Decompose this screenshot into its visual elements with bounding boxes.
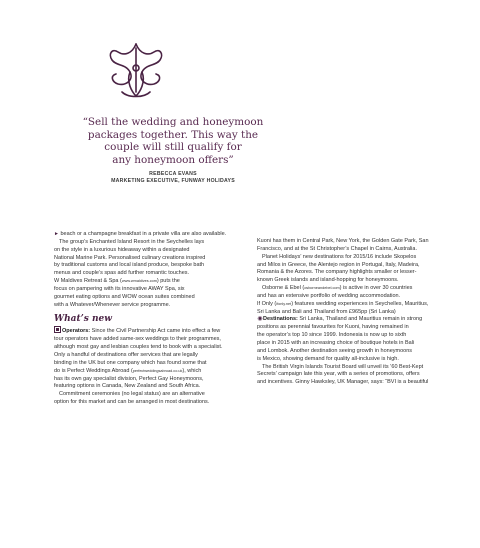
body-line: option for this market and can be arranged in most destinations. <box>54 399 210 406</box>
body-line: the operator’s top 10 since 1999. Indonesia is now up to sixth <box>257 332 407 339</box>
body-line: and incentives. Ginny Hawksley, UK Manager, says: “BVI is a beautiful <box>257 379 429 386</box>
subhead-label: Operators: <box>62 328 91 335</box>
location-pin-icon: ◉ <box>257 316 263 323</box>
body-text: ), which <box>182 367 202 374</box>
body-line: with a Whatever/Whenever service programme. <box>54 301 171 308</box>
body-text: ) features wedding experiences in Seychelles, Mauritius, <box>291 300 429 307</box>
body-line <box>257 301 453 309</box>
body-line: place in 2015 with an increasing choice of boutique hotels in Bali <box>257 339 415 346</box>
body-line: known Greek islands and island-hopping for honeymoons. <box>257 277 399 284</box>
body-line: is Mexico, showing demand for quality all-inclusive is high. <box>257 355 399 362</box>
body-line: gourmet eating options and WOW ocean suites combined <box>54 293 195 300</box>
attribution-role: MARKETING EXECUTIVE, FUNWAY HOLIDAYS <box>111 178 235 184</box>
body-line <box>54 368 244 376</box>
body-text: ) puts the <box>156 278 180 285</box>
body-line: Only a handful of destinations offer services that are legally <box>54 351 198 358</box>
body-line: by traditional customs and local island produce, bespoke bath <box>54 262 205 269</box>
body-line: Francisco, and at the St Christopher’s Chapel in Cairns, Australia. <box>257 245 417 252</box>
left-column <box>54 231 244 407</box>
body-line: Secrets’ campaign late this year, with a series of promotions, offers <box>257 371 420 378</box>
body-line: and Milos in Greece, the Alentejo region in Portugal, Italy, Madeira, <box>257 261 420 268</box>
body-text: beach or a champagne breakfast in a private villa are also available. <box>60 231 227 237</box>
pull-quote-line: packages together. This way the <box>87 128 259 141</box>
body-line <box>257 285 453 293</box>
body-text: W Maldives Retreat & Spa ( <box>54 278 122 285</box>
website-url: www.wmaldives.com <box>121 279 157 284</box>
body-text: Since the Civil Partnership Act came into effect a few <box>90 328 221 335</box>
pull-quote-line: couple will still qualify for <box>104 141 242 154</box>
body-text: If Only ( <box>257 300 277 307</box>
body-line: focus on pampering with its innovative AWAY Spa, six <box>54 285 185 292</box>
right-column <box>257 238 453 387</box>
body-text: ) is active in over 30 countries <box>339 285 413 292</box>
body-line: Romania & the Azores. The company highlights smaller or lesser- <box>257 269 417 276</box>
pull-quote-attribution <box>80 171 266 185</box>
body-line: menus and couple’s spas add further romantic touches. <box>54 270 190 277</box>
website-url: osborneandebel.com <box>304 286 340 291</box>
operators-bullet-icon <box>54 326 61 333</box>
website-url: ifonly.net <box>276 301 292 306</box>
body-text: Osborne & Ebel ( <box>262 285 305 292</box>
section-heading: What’s new <box>54 314 112 325</box>
body-line <box>54 278 244 286</box>
body-line <box>54 325 244 336</box>
pull-quote-line: “Sell the wedding and honeymoon <box>82 116 264 128</box>
website-url: perfectweddingsabroad.co.uk <box>132 368 183 373</box>
body-line: Commitment ceremonies (no legal status) are an alternative <box>59 391 205 398</box>
pull-quote <box>80 116 266 166</box>
body-line: The group’s Enchanted Island Resort in the Seychelles lays <box>59 238 205 245</box>
body-text: do is Perfect Weddings Abroad ( <box>54 367 133 374</box>
arrow-bullet-icon: ► <box>54 231 59 237</box>
body-line: binding in the UK but one company which has found some that <box>54 359 207 366</box>
body-line: positions as perennial favourites for Kuoni, having remained in <box>257 324 409 331</box>
body-line: tour operators have added same-sex weddings to their programmes, <box>54 336 221 343</box>
attribution-name: REBECCA EVANS <box>149 171 197 177</box>
body-line: Planet Holidays’ new destinations for 2015/16 include Skopelos <box>262 253 417 260</box>
body-line: on the style in a luxurious hideaway within a designated <box>54 246 190 253</box>
body-line: The British Virgin Islands Tourist Board will unveil its ’60 Best-Kept <box>262 363 424 370</box>
body-line: although most gay and lesbian couples tend to book with a specialist. <box>54 344 223 351</box>
body-text: Sri Lanka, Thailand and Mauritius remain in strong <box>297 316 423 323</box>
body-line: Sri Lanka and Bali and Thailand from £965pp (Sri Lanka) <box>257 308 396 315</box>
body-line: Kuoni has them in Central Park, New York, the Golden Gate Park, San <box>257 238 429 244</box>
body-line: and Lombok. Another destination seeing growth in honeymoons <box>257 347 413 354</box>
ornament-flourish-icon <box>104 42 168 100</box>
body-line: featuring options in Canada, New Zealand and South Africa. <box>54 383 201 390</box>
pull-quote-line: any honeymoon offers” <box>112 153 234 166</box>
body-line: National Marine Park. Personalised culinary creations inspired <box>54 254 206 261</box>
body-line: and has an extensive portfolio of wedding accommodation. <box>257 292 401 299</box>
body-line <box>257 316 453 324</box>
subhead-label: Destinations: <box>263 316 298 323</box>
body-line <box>54 231 244 239</box>
body-line: has its own gay specialist division, Perfect Gay Honeymoons, <box>54 375 204 382</box>
